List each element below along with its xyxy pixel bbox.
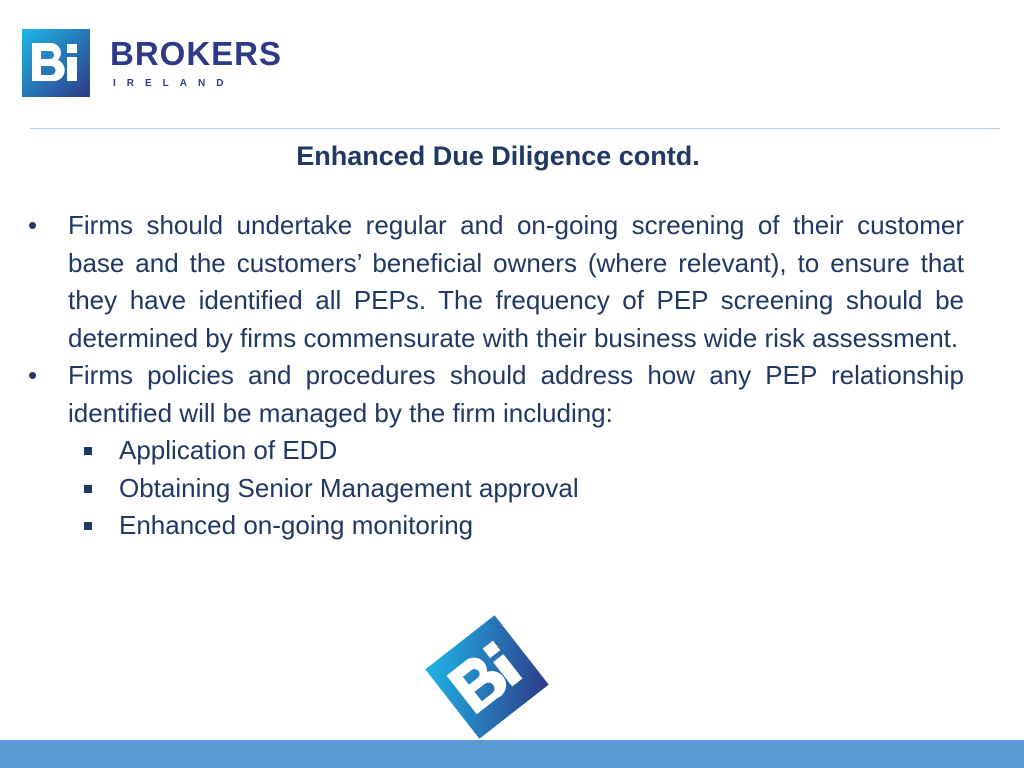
bullet-glyph: • [28, 360, 38, 390]
sub-bullet-text: Obtaining Senior Management approval [119, 472, 579, 503]
bullet-item [28, 207, 964, 357]
sub-bullet-item [28, 432, 964, 470]
sub-bullet-text: Enhanced on-going monitoring [119, 510, 474, 540]
sub-bullet-item [28, 507, 964, 545]
square-bullet-icon [84, 522, 92, 530]
brokers-ireland-logo [22, 29, 292, 99]
bullet-item [28, 357, 964, 432]
sub-bullet-list [28, 432, 964, 545]
square-bullet-icon [84, 485, 92, 493]
bullet-text: Firms policies and procedures should address how any PEP relationship identified will be managed by the firm including: [68, 360, 964, 428]
slide-content [28, 207, 964, 545]
bi-logo-rotated-icon [418, 614, 556, 740]
bullet-glyph: • [28, 210, 38, 240]
footer-bar [0, 740, 1024, 768]
sub-bullet-item [28, 470, 964, 508]
brand-subtitle: IRELAND [113, 78, 235, 89]
sub-bullet-text: Application of EDD [119, 435, 338, 465]
brand-name: BROKERS [110, 35, 283, 72]
slide-title: Enhanced Due Diligence contd. [296, 141, 700, 171]
bi-logo-icon [22, 29, 90, 97]
bullet-text: Firms should undertake regular and on-going screening of their customer base and the customers’ beneficial owners (where relevant), to ensure that they have identified all PEPs. The frequency of PEP screening should be determined by firms commensurate with their business wide risk assessment. [68, 210, 964, 353]
square-bullet-icon [84, 447, 92, 455]
header-divider [30, 128, 1000, 129]
